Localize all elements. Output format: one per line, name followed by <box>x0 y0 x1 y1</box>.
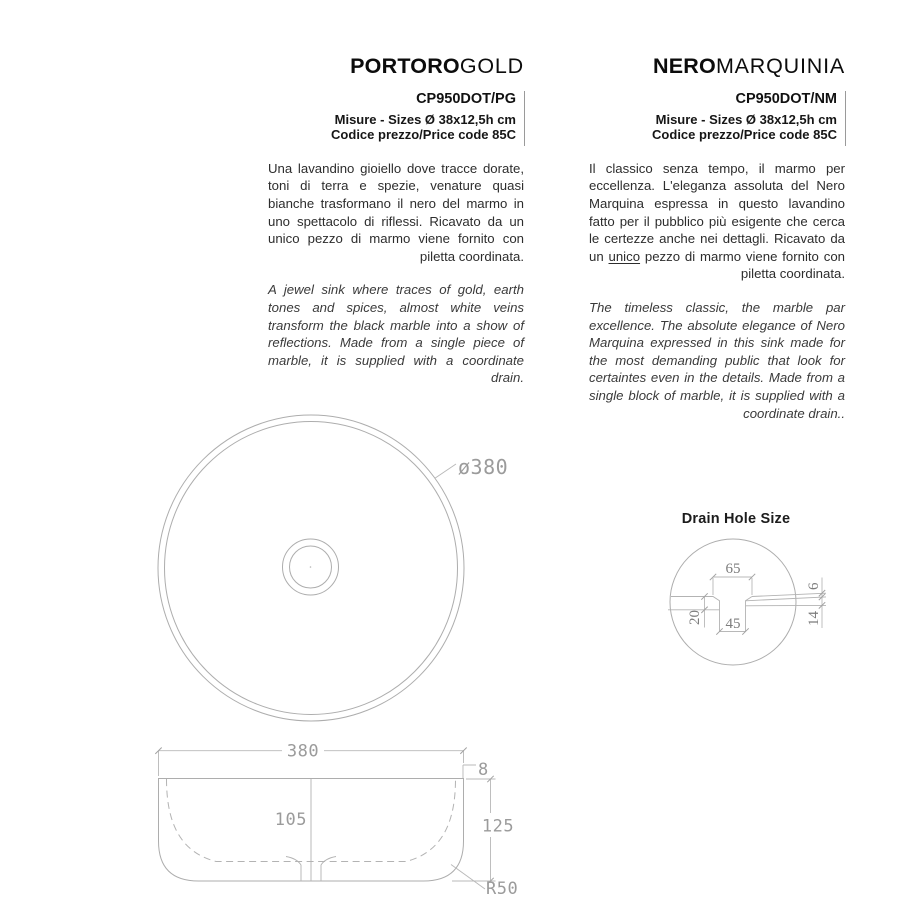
side-view-drawing <box>155 742 518 900</box>
detail-bubble-circle <box>670 539 796 665</box>
product-title-portoro <box>268 55 524 78</box>
section-right-rabbet <box>746 597 827 601</box>
description-english: A jewel sink where traces of gold, earth tones and spices, almost white veins transform the black marble into a show of reflections. Made from a single piece of marble, it is supplied with a coordinate drain. <box>268 282 524 386</box>
product-portoro-gold <box>268 55 524 387</box>
product-title-nero <box>589 55 845 78</box>
dim-65-label: 65 <box>725 561 741 577</box>
dim-20-label: 20 <box>687 610 703 625</box>
dim-14-label: 14 <box>806 611 822 626</box>
product-sizes: Misure - Sizes Ø 38x12,5h cm <box>655 112 837 127</box>
dim-6-label: 6 <box>806 582 822 590</box>
dim-45-label: 45 <box>725 616 741 632</box>
drain-center-mark <box>310 566 312 568</box>
product-price-code: Codice prezzo/Price code 85C <box>652 127 837 143</box>
diameter-leader-line <box>435 464 456 478</box>
technical-drawings <box>0 400 900 900</box>
product-sizes: Misure - Sizes Ø 38x12,5h cm <box>334 112 516 127</box>
vertical-rule <box>845 91 846 146</box>
dim-65-lines <box>713 577 752 595</box>
vertical-rule <box>524 91 525 146</box>
product-nero-marquinia <box>589 55 845 422</box>
dim-105-label: 105 <box>274 810 307 830</box>
top-view-drawing <box>158 415 508 721</box>
product-title-bold: NERO <box>653 54 716 78</box>
drain-detail-title: Drain Hole Size <box>681 511 791 527</box>
dim-125-label: 125 <box>481 816 515 837</box>
section-right-wall <box>746 597 753 632</box>
product-title-bold: PORTORO <box>350 54 460 78</box>
sink-outer-rim <box>158 415 464 721</box>
dim-380-label: 380 <box>286 741 320 762</box>
description-english: The timeless classic, the marble par excellence. The absolute elegance of Nero Marquina expressed in this sink made for the most demanding public that look for certaintes even in the details. Made from a single block of marble, it is supplied with a coordinate drain.. <box>589 299 845 421</box>
drain-hole-detail-drawing <box>668 511 826 665</box>
dim-8-label: 8 <box>478 760 489 780</box>
radius-leader-line <box>451 865 485 890</box>
description-italian <box>589 160 845 283</box>
product-title-light: GOLD <box>459 54 524 78</box>
product-code: CP950DOT/NM <box>735 91 837 107</box>
product-title-light: MARQUINIA <box>715 54 845 78</box>
description-italian: Una lavandino gioiello dove tracce dorate, toni di terra e spezie, venature quasi bianche trasformano il nero del marmo in uno spettacolo di riflessi. Ricavato da un unico pezzo di marmo viene fornito con piletta coordinata. <box>268 160 524 264</box>
section-right-top <box>752 593 826 596</box>
product-price-code: Codice prezzo/Price code 85C <box>331 127 516 143</box>
diameter-label: ø380 <box>458 455 509 479</box>
description-italian-pre: Il classico senza tempo, il marmo per eccellenza. L'eleganza assoluta del Nero Marquina espressa in questo lavandino fatto per il pubblico più esigente che cerca le certezze anche nei dettagli. Ricavato da un <box>589 160 845 264</box>
dim-8-lines <box>463 765 476 778</box>
description-italian-underlined-word: unico <box>608 248 641 264</box>
product-code: CP950DOT/PG <box>416 91 516 107</box>
sink-inner-rim <box>165 422 458 715</box>
description-italian-post: pezzo di marmo viene fornito con piletta coordinata. <box>640 248 845 282</box>
dim-r50-label: R50 <box>486 879 519 899</box>
